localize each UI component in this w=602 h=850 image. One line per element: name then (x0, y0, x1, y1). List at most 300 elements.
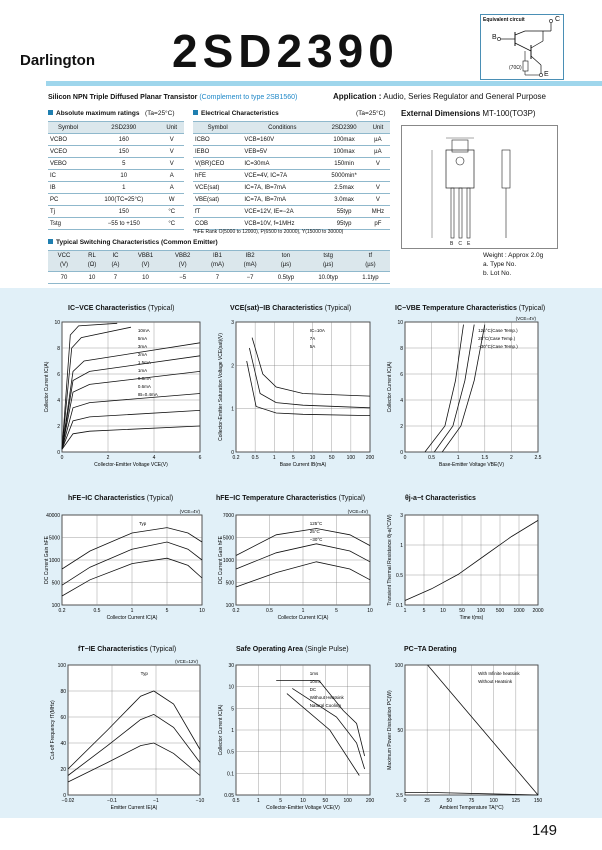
chart-title-text: IC−VCE Characteristics (68, 305, 147, 312)
complement-text: (Complement to type 2SB1560) (199, 94, 298, 101)
y-tick-label: 4 (57, 398, 60, 404)
y-tick-label: 10 (54, 320, 60, 326)
curve-label: Typ (140, 671, 148, 676)
y-tick-label: 40 (60, 741, 66, 747)
table-cell: 10 (80, 272, 104, 284)
x-tick-label: 10 (199, 608, 205, 614)
x-tick-label: 75 (468, 798, 475, 804)
table-cell: V (366, 182, 390, 194)
x-tick-label: 25 (424, 798, 430, 804)
header-unit: (Ω) (87, 262, 97, 268)
chart-plot (387, 316, 542, 468)
header-unit: (V) (141, 262, 150, 268)
x-tick-label: −10 (195, 798, 205, 804)
y-tick-label: 1000 (222, 558, 234, 564)
y-tick-label: 6 (57, 372, 60, 378)
x-tick-label: 100 (476, 608, 486, 614)
y-tick-label: 8 (57, 346, 60, 352)
x-axis-label: Collector Current IC(A) (106, 615, 158, 621)
chart-title (236, 646, 349, 653)
y-tick-label: 0.1 (396, 603, 403, 609)
table-cell: 0.5typ (266, 272, 305, 284)
table-cell: W (160, 194, 184, 206)
table-cell: ICBO (193, 134, 242, 146)
x-tick-label: 5 (279, 798, 283, 804)
x-tick-label: 100 (343, 798, 352, 804)
table-row (193, 134, 390, 146)
equivalent-circuit-label: Equivalent circuit (483, 17, 525, 23)
application-text: Audio, Series Regulator and General Purpose (383, 92, 546, 101)
subtitle-text: Silicon NPN Triple Diffused Planar Transistor (48, 94, 198, 101)
table-cell: IC=7A, IB=7mA (242, 182, 322, 194)
table-cell: pF (366, 218, 390, 230)
table-cell: 7 (104, 272, 127, 284)
x-tick-label: 0 (60, 455, 64, 461)
column-header: Unit (160, 122, 184, 134)
chart-title-tag: (Typical) (518, 305, 546, 312)
curve-label: 7A (309, 336, 316, 341)
abs-max-cond: (Ta=25°C) (145, 110, 175, 117)
x-tick-label: 10 (367, 608, 373, 614)
chart-condition: (VCE=4V) (347, 509, 368, 514)
table-cell: VCBO (48, 134, 88, 146)
x-tick-label: 4 (152, 455, 156, 461)
table-cell: IC=30mA (242, 158, 322, 170)
x-tick-label: 1 (403, 608, 407, 614)
x-tick-label: 0.2 (232, 455, 240, 461)
column-header (48, 251, 80, 272)
table-cell: VCEO (48, 146, 88, 158)
table-cell: 100(TC=25°C) (88, 194, 160, 206)
table-cell: 160 (88, 134, 160, 146)
chart-title-tag: (Typical) (149, 646, 177, 653)
package-text: MT-100(TO3P) (482, 109, 536, 118)
header-symbol: tf (368, 253, 373, 259)
y-axis-label: Collector-Emitter Saturation Voltage VCE(sat)(V) (218, 333, 224, 441)
table-cell (366, 170, 390, 182)
chart-title-tag: (Typical) (146, 495, 174, 502)
x-tick-label: 0.2 (58, 608, 66, 614)
y-tick-label: 0 (400, 450, 403, 456)
chart-title (68, 495, 173, 502)
table-row (193, 218, 390, 230)
curve-label: −30°C(Case Temp.) (478, 344, 518, 349)
x-axis-label: Collector-Emitter Voltage VCE(V) (266, 805, 340, 811)
y-tick-label: 3 (400, 513, 403, 519)
y-tick-label: 8 (400, 346, 403, 352)
x-tick-label: 50 (459, 608, 465, 614)
y-tick-label: 5000 (48, 535, 60, 542)
plot-area (68, 665, 200, 795)
table-cell: 10 (88, 170, 160, 182)
curve-label: IC=10A (309, 328, 325, 333)
chart-title-text: hFE−IC Temperature Characteristics (216, 495, 337, 502)
header-symbol: tstg (323, 253, 333, 259)
table-cell: PC (48, 194, 88, 206)
column-header (351, 251, 390, 272)
chart-condition: (VCE=4V) (515, 316, 536, 321)
square-bullet-icon (48, 239, 53, 244)
y-tick-label: 2 (57, 424, 60, 430)
table-header-row (48, 251, 390, 272)
y-tick-label: 6 (400, 372, 403, 378)
curve-label: 25°C (309, 529, 320, 534)
x-tick-label: 10 (440, 608, 446, 614)
y-tick-label: 0.5 (227, 749, 234, 756)
table-cell: V(BR)CEO (193, 158, 242, 170)
table-cell: 150min (322, 158, 365, 170)
x-axis-label: Ambient Temperature TA(°C) (439, 805, 504, 811)
column-header (127, 251, 164, 272)
y-axis-label: Cut-off Frequency fT(MHz) (50, 700, 56, 760)
table-cell: fT (193, 206, 242, 218)
table-cell: VCE=4V, IC=7A (242, 170, 322, 182)
table-cell: IC (48, 170, 88, 182)
curve-label: 10ms (309, 679, 321, 684)
table-cell: A (160, 170, 184, 182)
y-tick-label: 1000 (48, 558, 60, 564)
x-tick-label: 100 (489, 798, 498, 804)
y-axis-label: Collector Current IC(A) (387, 361, 393, 413)
x-axis-label: Collector-Emitter Voltage VCE(V) (94, 462, 168, 468)
square-bullet-icon (48, 110, 53, 115)
table-cell: VCE=12V, IE=−2A (242, 206, 322, 218)
table-cell: COB (193, 218, 242, 230)
pin-b: B (450, 241, 459, 247)
x-tick-label: 2 (510, 455, 513, 461)
chart-title (78, 646, 176, 653)
header-unit: (V) (178, 262, 187, 268)
x-tick-label: 200 (365, 798, 375, 804)
elec-cond: (Ta=25°C) (356, 110, 386, 117)
switching-table (48, 250, 390, 284)
x-tick-label: 200 (365, 455, 375, 461)
table-cell: −5 (164, 272, 201, 284)
y-tick-label: 50 (397, 728, 403, 734)
x-tick-label: 5 (165, 608, 169, 614)
table-cell: µA (366, 146, 390, 158)
y-tick-label: 5000 (222, 535, 234, 542)
pin-b-label: B (492, 34, 497, 41)
x-tick-label: 50 (328, 455, 335, 461)
y-tick-label: 1 (400, 543, 403, 549)
chart-title (68, 305, 174, 312)
curve-label: 10mA (137, 328, 150, 333)
table-row (48, 272, 390, 284)
table-row (193, 194, 390, 206)
table-row (48, 146, 184, 158)
x-tick-label: 0.5 (428, 455, 436, 461)
application-label: Application : (333, 92, 382, 101)
curve-label: 2mA (137, 352, 148, 357)
table-cell: 10.0typ (305, 272, 350, 284)
table-cell: V (160, 158, 184, 170)
x-tick-label: 125 (511, 798, 521, 804)
y-tick-label: 10 (228, 684, 234, 691)
chart-condition: (VCE=4V) (179, 509, 200, 514)
y-tick-label: 500 (51, 580, 60, 587)
y-tick-label: 40000 (46, 513, 60, 519)
table-cell: VCB=160V (242, 134, 322, 146)
table-cell: MHz (366, 206, 390, 218)
pin-labels (450, 241, 475, 247)
y-tick-label: 7000 (222, 513, 234, 519)
table-cell: 1 (88, 182, 160, 194)
curve-label: With Infinite heatsink (478, 671, 520, 676)
table-row (48, 182, 184, 194)
x-tick-label: 500 (495, 608, 505, 614)
subtitle (48, 94, 297, 101)
table-cell: °C (160, 206, 184, 218)
table-row (48, 218, 184, 230)
curve-label: Typ (139, 521, 147, 526)
curve-label: 125°C(Case Temp.) (478, 328, 518, 333)
x-tick-label: 50 (446, 798, 453, 804)
curve-label: Without Heatsink (478, 679, 513, 684)
resistor-label: (70Ω) (509, 65, 522, 71)
x-tick-label: 0.5 (232, 798, 240, 804)
table-cell: 10 (127, 272, 164, 284)
header-symbol: IB1 (212, 253, 222, 259)
chart-title-text: hFE−IC Characteristics (68, 495, 145, 502)
table-cell: 2.5max (322, 182, 365, 194)
x-tick-label: 5 (335, 608, 338, 614)
chart-title (230, 305, 351, 312)
curve-label: 5mA (137, 336, 148, 341)
curve-label: 0.8mA (137, 376, 151, 381)
equivalent-circuit (480, 14, 564, 80)
y-tick-label: 80 (60, 689, 66, 695)
column-header: 2SD2390 (88, 122, 160, 134)
y-tick-label: 0 (57, 450, 60, 456)
x-tick-label: 1000 (513, 608, 525, 614)
curve-label: Without Heatsink (309, 695, 344, 700)
chart-plot (387, 513, 544, 621)
chart-plot (50, 659, 205, 811)
table-header-row (48, 122, 184, 134)
elec-table (193, 121, 390, 230)
header-unit: (µs) (322, 262, 334, 268)
header-bar (46, 81, 602, 86)
y-tick-label: 3 (231, 320, 234, 326)
abs-max-title-text: Absolute maximum ratings (56, 110, 140, 117)
chart-plot (387, 663, 543, 811)
x-tick-label: 6 (198, 455, 202, 461)
y-tick-label: 1 (231, 728, 234, 734)
package-drawing-svg (402, 126, 557, 248)
y-tick-label: 5 (231, 706, 234, 713)
header-symbol: VCC (57, 253, 71, 259)
family-label: Darlington (20, 52, 95, 69)
header-symbol: VBB2 (174, 253, 191, 259)
external-dimensions-title (401, 109, 536, 118)
header-symbol: ton (281, 253, 291, 259)
table-row (48, 134, 184, 146)
x-tick-label: 2 (106, 455, 110, 461)
table-cell: µA (366, 134, 390, 146)
table-cell: −7 (234, 272, 267, 284)
column-header (80, 251, 104, 272)
curve-label: Natural Cooling (309, 703, 341, 708)
table-cell: 150 (88, 206, 160, 218)
x-tick-label: 0.5 (266, 608, 273, 614)
table-cell: VBE(sat) (193, 194, 242, 206)
x-axis-label: Collector Current IC(A) (277, 615, 329, 621)
elec-title-text: Electrical Characteristics (201, 110, 279, 117)
header-unit: (µs) (280, 262, 292, 268)
table-cell: IC=7A, IB=7mA (242, 194, 322, 206)
abs-max-table (48, 121, 184, 230)
chart-plot (44, 509, 205, 621)
curve-label: 1mA (137, 368, 148, 373)
curve-label: −30°C (309, 537, 323, 542)
column-header: Conditions (242, 122, 322, 134)
table-row (193, 182, 390, 194)
y-tick-label: 10 (397, 320, 403, 326)
y-tick-label: 100 (57, 663, 66, 669)
table-header-row (193, 122, 390, 134)
chart-title (405, 495, 476, 502)
table-cell: IB (48, 182, 88, 194)
table-row (48, 194, 184, 206)
x-tick-label: 1 (301, 608, 305, 614)
table-cell: VEB=5V (242, 146, 322, 158)
x-tick-label: 0.5 (93, 608, 101, 614)
column-header (266, 251, 305, 272)
curve-label: 0.6mA (137, 384, 151, 389)
x-tick-label: 2.5 (534, 455, 542, 461)
table-cell: VEBO (48, 158, 88, 170)
switching-title-text: Typical Switching Characteristics (Common Emitter) (56, 239, 218, 246)
y-axis-label: DC Current Gain hFE (218, 536, 224, 584)
chart-title-text: Safe Operating Area (236, 646, 304, 653)
chart-title-text: fT−IE Characteristics (78, 646, 148, 653)
x-tick-label: −1 (153, 798, 159, 804)
curve-label: 5A (309, 344, 316, 349)
page-number: 149 (532, 822, 558, 839)
weight-text: Weight : Approx 2.0g (483, 252, 544, 259)
note-lot-no: b. Lot No. (483, 270, 512, 277)
x-tick-label: −0.1 (107, 798, 117, 804)
chart-title-tag: (Typical) (338, 495, 366, 502)
chart-plot (218, 509, 373, 621)
y-tick-label: 500 (225, 580, 234, 587)
y-tick-label: 0.5 (396, 573, 403, 579)
chart-title-text: θj-a−t Characteristics (405, 495, 476, 502)
x-tick-label: 1 (272, 455, 276, 461)
x-axis-label: Base-Emitter Voltage VBE(V) (438, 462, 505, 468)
header-unit: (V) (59, 262, 68, 268)
x-tick-label: 10 (300, 798, 306, 804)
pin-c-label: C (555, 16, 561, 23)
header-symbol: VBB1 (137, 253, 154, 259)
switching-title (48, 239, 218, 246)
table-cell: 100max (322, 146, 365, 158)
curve-label: 125°C (309, 521, 323, 526)
y-axis-label: Collector Current IC(A) (218, 704, 224, 756)
column-header: Symbol (193, 122, 242, 134)
plot-area (236, 322, 370, 452)
circuit-diagram (481, 15, 563, 79)
y-tick-label: 0 (63, 793, 66, 799)
chart-title-text: PC−TA Derating (404, 646, 457, 653)
table-cell: A (160, 182, 184, 194)
curve-label: 1ms (309, 671, 319, 676)
chart-plot (44, 320, 202, 468)
y-tick-label: 30 (228, 663, 234, 669)
header-unit: (µs) (365, 262, 376, 268)
table-cell: IEBO (193, 146, 242, 158)
square-bullet-icon (193, 110, 198, 115)
table-cell: °C (160, 218, 184, 230)
table-cell: 5000min* (322, 170, 365, 182)
column-header (201, 251, 234, 272)
x-tick-label: 100 (346, 455, 356, 461)
elec-title (193, 110, 279, 117)
hfe-rank-note: *hFE Rank O(5000 to 12000), P(6500 to 20000), Y(15000 to 30000) (193, 229, 344, 235)
x-tick-label: 1 (456, 455, 460, 461)
curve-label: 1.5mA (137, 360, 151, 365)
x-tick-label: 1 (130, 608, 134, 614)
y-tick-label: 0.05 (224, 793, 234, 799)
table-cell: 100max (322, 134, 365, 146)
application (333, 92, 546, 101)
chart-title (216, 495, 365, 502)
y-tick-label: 2 (231, 363, 234, 370)
x-tick-label: 1 (256, 798, 260, 804)
pin-e: E (466, 241, 476, 247)
y-tick-label: 1 (231, 406, 234, 413)
chart-title-tag: (Typical) (147, 305, 175, 312)
table-row (48, 170, 184, 182)
x-axis-label: Time t(ms) (459, 615, 484, 621)
abs-max-title (48, 110, 139, 117)
chart-title (395, 305, 545, 312)
y-tick-label: 100 (394, 663, 403, 669)
table-cell: 150 (88, 146, 160, 158)
y-tick-label: 4 (400, 398, 403, 404)
y-tick-label: 0 (231, 450, 234, 456)
table-cell: Tstg (48, 218, 88, 230)
note-type-no: a. Type No. (483, 261, 517, 268)
table-row (193, 170, 390, 182)
table-row (48, 206, 184, 218)
x-tick-label: 50 (322, 798, 329, 804)
chart-title-text: IC−VBE Temperature Characteristics (395, 305, 517, 312)
table-cell: 55typ (322, 206, 365, 218)
table-cell: 5 (88, 158, 160, 170)
header-unit: (mA) (243, 262, 257, 268)
chart-condition: (VCE=12V) (175, 659, 198, 664)
chart-title-text: VCE(sat)−IB Characteristics (230, 305, 323, 312)
table-cell: Tj (48, 206, 88, 218)
table-cell: 70 (48, 272, 80, 284)
x-axis-label: Base Current IB(mA) (279, 462, 327, 468)
table-cell: hFE (193, 170, 242, 182)
y-axis-label: Collector Current IC(A) (44, 361, 50, 413)
table-row (193, 206, 390, 218)
x-axis-label: Emitter Current IE(A) (110, 805, 158, 811)
external-title-text: External Dimensions (401, 109, 481, 118)
x-tick-label: 0 (403, 798, 407, 804)
table-row (193, 158, 390, 170)
chart-plot (218, 663, 375, 811)
x-tick-label: 2000 (532, 608, 544, 614)
column-header (234, 251, 267, 272)
table-cell: 95typ (322, 218, 365, 230)
table-cell: 7 (201, 272, 234, 284)
y-axis-label: Transient Thermal Resistance θj-a(°C/W) (387, 514, 393, 606)
